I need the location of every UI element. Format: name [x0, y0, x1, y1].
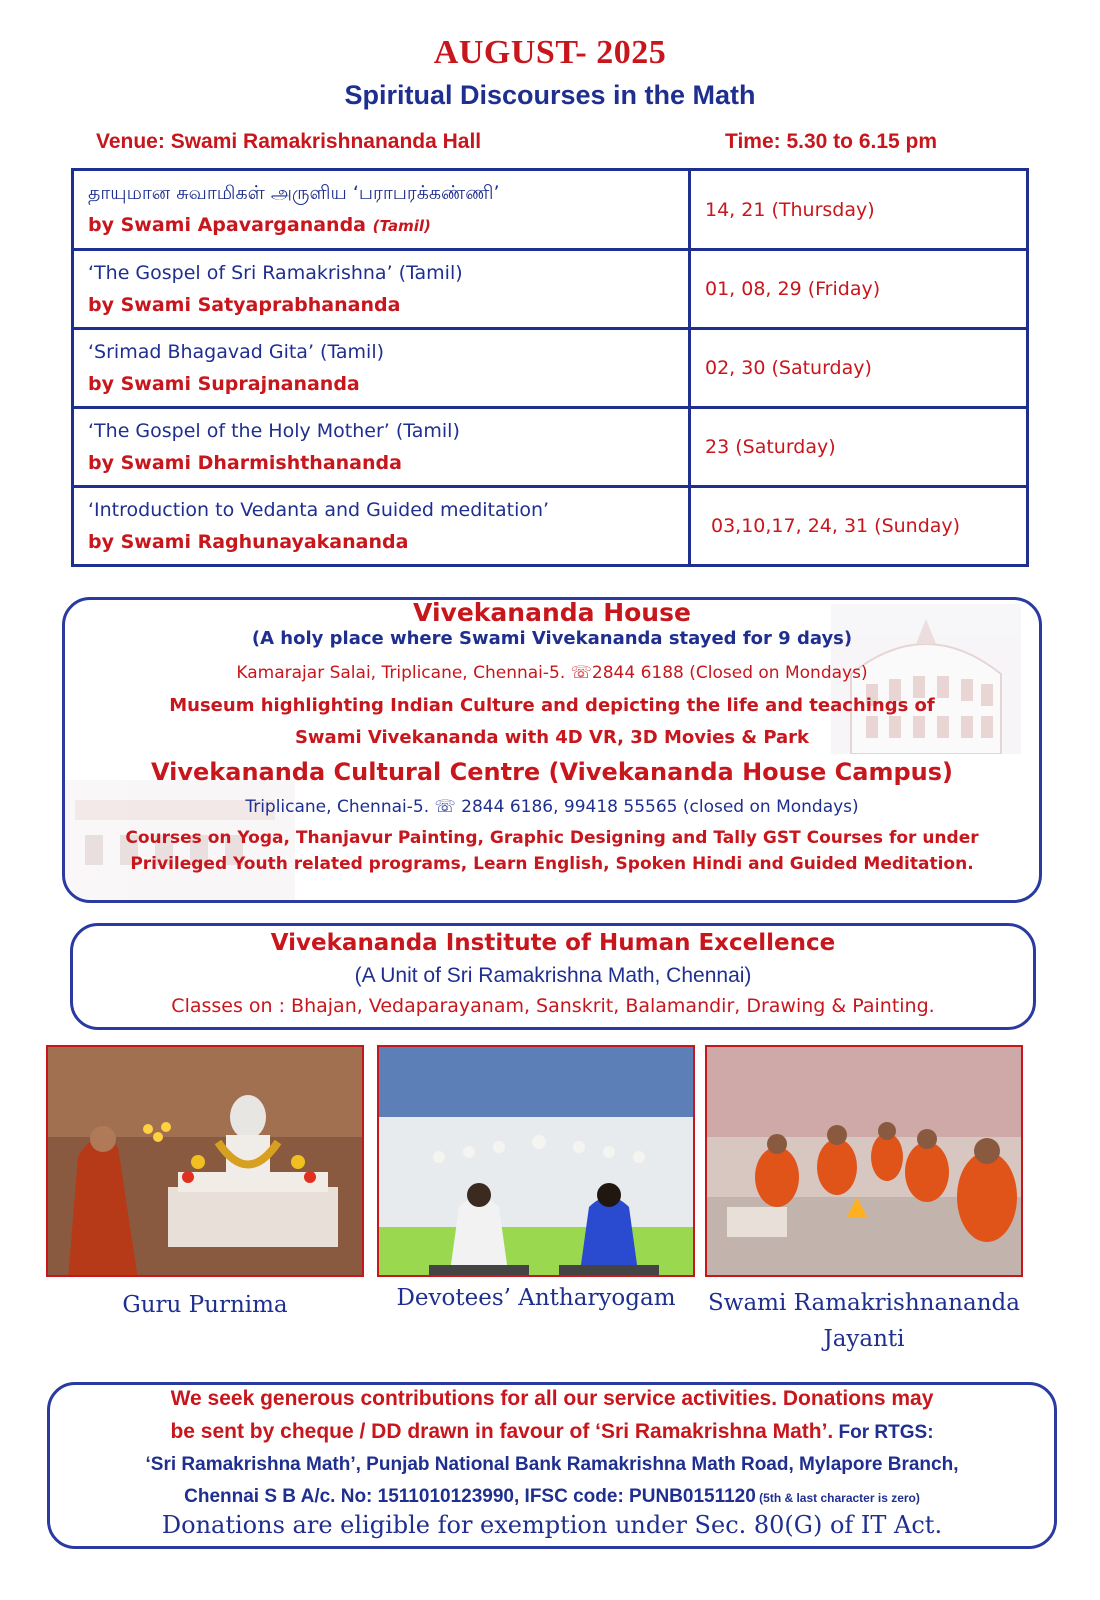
jayanti-photo	[705, 1045, 1023, 1277]
discourse-dates: 03,10,17, 24, 31 (Sunday)	[690, 487, 1028, 566]
vivekananda-house-title: Vivekananda House	[413, 598, 691, 627]
vivekananda-house-box	[62, 597, 1042, 903]
donation-account-line	[50, 1486, 1054, 1508]
discourse-cell	[73, 250, 690, 329]
discourse-cell	[73, 170, 690, 250]
discourse-dates: 01, 08, 29 (Friday)	[690, 250, 1028, 329]
donation-line1: We seek generous contributions for all our service activities. Donations may	[170, 1387, 934, 1410]
jayanti-illustration	[707, 1047, 1023, 1277]
institute-classes: Classes on : Bhajan, Vedaparayanam, Sanskrit, Balamandir, Drawing & Painting.	[171, 995, 935, 1017]
antharyogam-illustration	[379, 1047, 695, 1277]
jayanti-caption-line2: Jayanti	[823, 1326, 905, 1352]
guru-purnima-caption: Guru Purnima	[122, 1292, 288, 1318]
donation-bank-details: ‘Sri Ramakrishna Math’, Punjab National Bank Ramakrishna Math Road, Mylapore Branch,	[145, 1454, 959, 1475]
discourse-dates: 02, 30 (Saturday)	[690, 329, 1028, 408]
discourse-topic: ‘The Gospel of Sri Ramakrishna’ (Tamil)	[88, 262, 463, 284]
donation-line2	[50, 1420, 1054, 1444]
donation-box	[47, 1382, 1057, 1549]
language-tag: (Tamil)	[372, 217, 431, 235]
guru-purnima-illustration	[48, 1047, 364, 1277]
discourse-cell	[73, 487, 690, 566]
discourse-dates: 14, 21 (Thursday)	[690, 170, 1028, 250]
museum-description-line2: Swami Vivekananda with 4D VR, 3D Movies & Park	[294, 727, 810, 748]
discourse-dates: 23 (Saturday)	[690, 408, 1028, 487]
discourse-topic: தாயுமான சுவாமிகள் அருளிய ‘பராபரக்கண்ணி’	[88, 182, 500, 204]
discourse-cell	[73, 329, 690, 408]
vivekananda-house-address: Kamarajar Salai, Triplicane, Chennai-5. ☏2844 6188 (Closed on Mondays)	[236, 663, 868, 683]
discourse-speaker: by Swami Satyaprabhananda	[88, 294, 401, 316]
discourse-topic: ‘The Gospel of the Holy Mother’ (Tamil)	[88, 420, 460, 442]
table-row	[73, 487, 1028, 566]
discourse-schedule-table	[71, 168, 1029, 567]
speaker-name: by Swami Apavargananda	[88, 214, 367, 236]
guru-purnima-photo	[46, 1045, 364, 1277]
cultural-centre-title: Vivekananda Cultural Centre (Vivekananda House Campus)	[150, 758, 953, 786]
page-title: AUGUST- 2025	[433, 34, 667, 71]
vivekananda-house-subtitle: (A holy place where Swami Vivekananda stayed for 9 days)	[251, 628, 853, 649]
institute-subtitle: (A Unit of Sri Ramakrishna Math, Chennai)	[354, 964, 752, 987]
cultural-centre-address: Triplicane, Chennai-5. ☏ 2844 6186, 99418 55565 (closed on Mondays)	[245, 797, 859, 817]
discourse-topic: ‘Introduction to Vedanta and Guided meditation’	[88, 499, 550, 521]
table-row	[73, 250, 1028, 329]
account-ifsc: Chennai S B A/c. No: 1511010123990, IFSC code: PUNB0151120	[184, 1486, 756, 1507]
tax-exemption-note: Donations are eligible for exemption under Sec. 80(G) of IT Act.	[161, 1511, 943, 1539]
discourse-speaker: by Swami Raghunayakananda	[88, 531, 409, 553]
jayanti-caption-line1: Swami Ramakrishnananda	[708, 1290, 1020, 1316]
discourse-cell	[73, 408, 690, 487]
institute-box	[70, 923, 1036, 1030]
discourse-speaker: by Swami Suprajnananda	[88, 373, 360, 395]
discourse-topic: ‘Srimad Bhagavad Gita’ (Tamil)	[88, 341, 385, 363]
time-label: Time: 5.30 to 6.15 pm	[725, 130, 938, 153]
antharyogam-photo	[377, 1045, 695, 1277]
courses-line1: Courses on Yoga, Thanjavur Painting, Graphic Designing and Tally GST Courses for under	[125, 828, 979, 848]
table-row	[73, 170, 1028, 250]
institute-title: Vivekananda Institute of Human Excellence	[270, 930, 836, 956]
discourse-speaker: by Swami Dharmishthananda	[88, 452, 402, 474]
page-subtitle: Spiritual Discourses in the Math	[344, 80, 756, 110]
donation-line2-rtgs: For RTGS:	[833, 1422, 934, 1443]
courses-line2: Privileged Youth related programs, Learn English, Spoken Hindi and Guided Meditation.	[130, 854, 974, 874]
ifsc-note: (5th & last character is zero)	[755, 1491, 920, 1505]
table-row	[73, 329, 1028, 408]
antharyogam-caption: Devotees’ Antharyogam	[396, 1285, 676, 1311]
donation-line2-cheque: be sent by cheque / DD drawn in favour of ‘Sri Ramakrishna Math’.	[170, 1420, 834, 1443]
museum-description-line1: Museum highlighting Indian Culture and depicting the life and teachings of	[169, 695, 935, 716]
discourse-speaker	[88, 209, 676, 242]
table-row	[73, 408, 1028, 487]
venue-label: Venue: Swami Ramakrishnananda Hall	[96, 130, 482, 153]
